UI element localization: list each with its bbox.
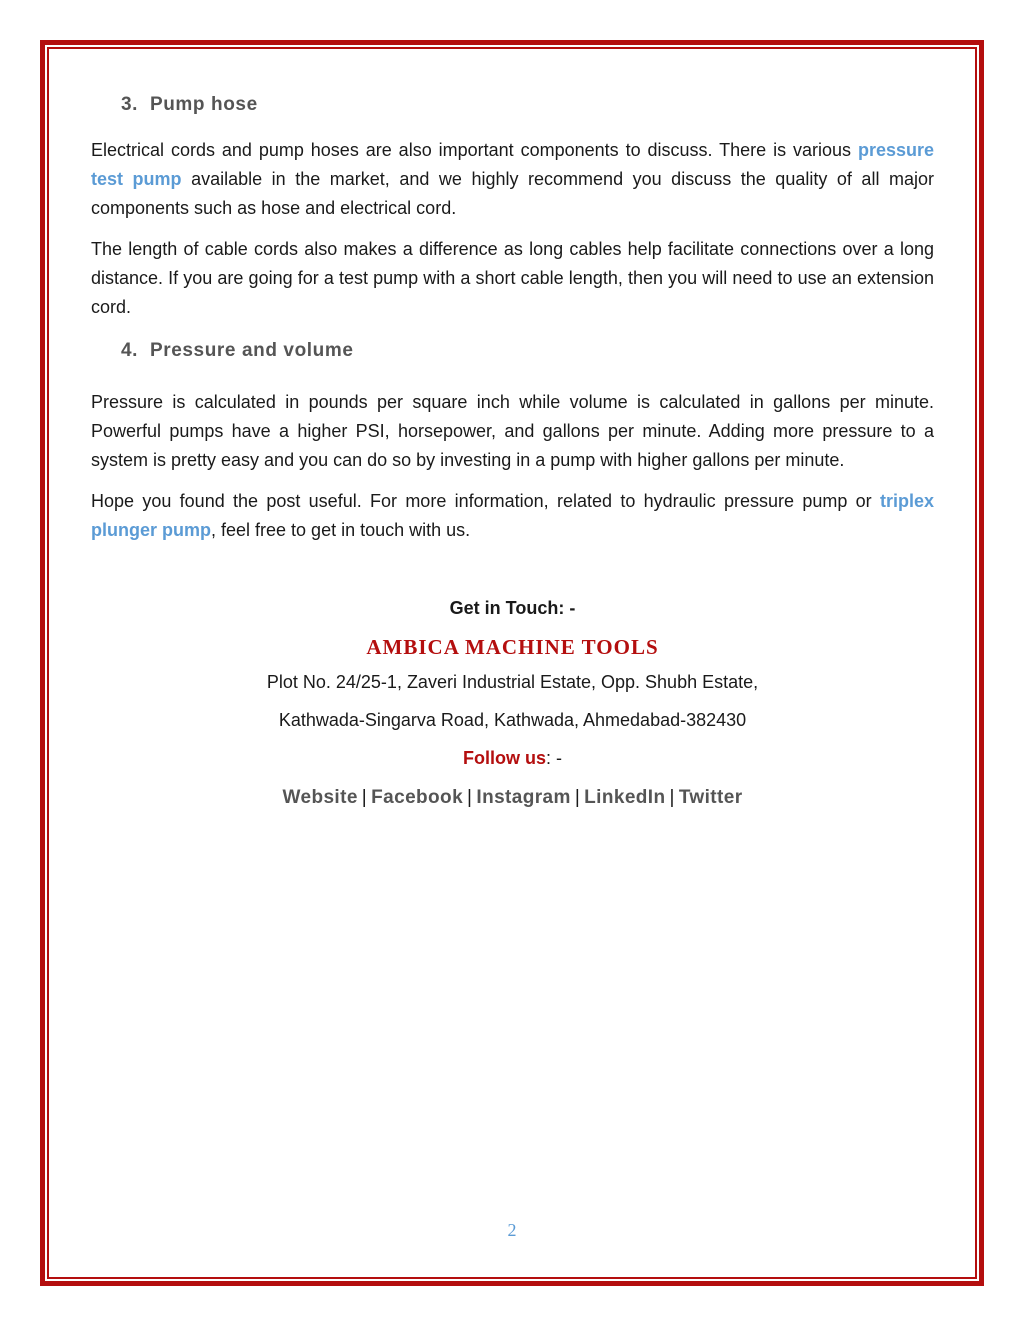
paragraph-pump-hose-1 — [91, 136, 934, 223]
facebook-link[interactable]: Facebook — [371, 787, 464, 808]
linkedin-link[interactable]: LinkedIn — [584, 787, 666, 808]
follow-us-label: Follow us — [463, 748, 546, 768]
paragraph-text: , feel free to get in touch with us. — [211, 520, 471, 540]
website-link[interactable]: Website — [282, 787, 358, 808]
paragraph-pump-hose-2: The length of cable cords also makes a difference as long cables help facilitate connections over a long distance. If you are going for a test pump with a short cable length, then you will need to use an extension cord. — [91, 239, 934, 317]
address-line-2: Kathwada-Singarva Road, Kathwada, Ahmedabad-382430 — [278, 710, 747, 730]
paragraph-pressure-volume-1: Pressure is calculated in pounds per square inch while volume is calculated in gallons per minute. Powerful pumps have a higher PSI, horsepower, and gallons per minute. Adding more pressure to a system is pretty easy and you can do so by investing in a pump with higher gallons per minute. — [91, 392, 934, 470]
separator: | — [574, 787, 581, 808]
instagram-link[interactable]: Instagram — [476, 787, 571, 808]
separator: | — [361, 787, 368, 808]
page-number: 2 — [507, 1220, 517, 1240]
section-number: 3. — [121, 94, 139, 115]
separator: | — [669, 787, 675, 808]
paragraph-text: Hope you found the post useful. For more information, related to hydraulic pressure pump or — [91, 491, 880, 511]
section-heading-pump-hose — [121, 94, 934, 116]
paragraph-text: available in the market, and we highly recommend you discuss the quality of all major components such as hose and electrical cord. — [91, 169, 934, 218]
address-line-1: Plot No. 24/25-1, Zaveri Industrial Estate, Opp. Shubh Estate, — [266, 672, 759, 692]
separator: | — [467, 787, 473, 808]
section-title: Pressure and volume — [149, 340, 354, 361]
follow-us-line — [91, 748, 934, 769]
paragraph-closing — [91, 487, 934, 545]
social-links — [91, 787, 934, 809]
company-name: AMBICA MACHINE TOOLS — [366, 635, 659, 659]
triplex-plunger-pump-link[interactable]: triplex plunger pump — [91, 491, 934, 540]
paragraph-text: Electrical cords and pump hoses are also important components to discuss. There is various — [91, 140, 858, 160]
follow-us-suffix: : - — [546, 748, 562, 768]
section-title: Pump hose — [149, 94, 258, 115]
page-content — [91, 94, 934, 809]
twitter-link[interactable]: Twitter — [678, 787, 743, 808]
get-in-touch-heading: Get in Touch: - — [449, 598, 576, 618]
section-number: 4. — [121, 340, 139, 361]
section-heading-pressure-volume — [121, 340, 934, 362]
pressure-test-pump-link[interactable]: pressure test pump — [91, 140, 934, 189]
